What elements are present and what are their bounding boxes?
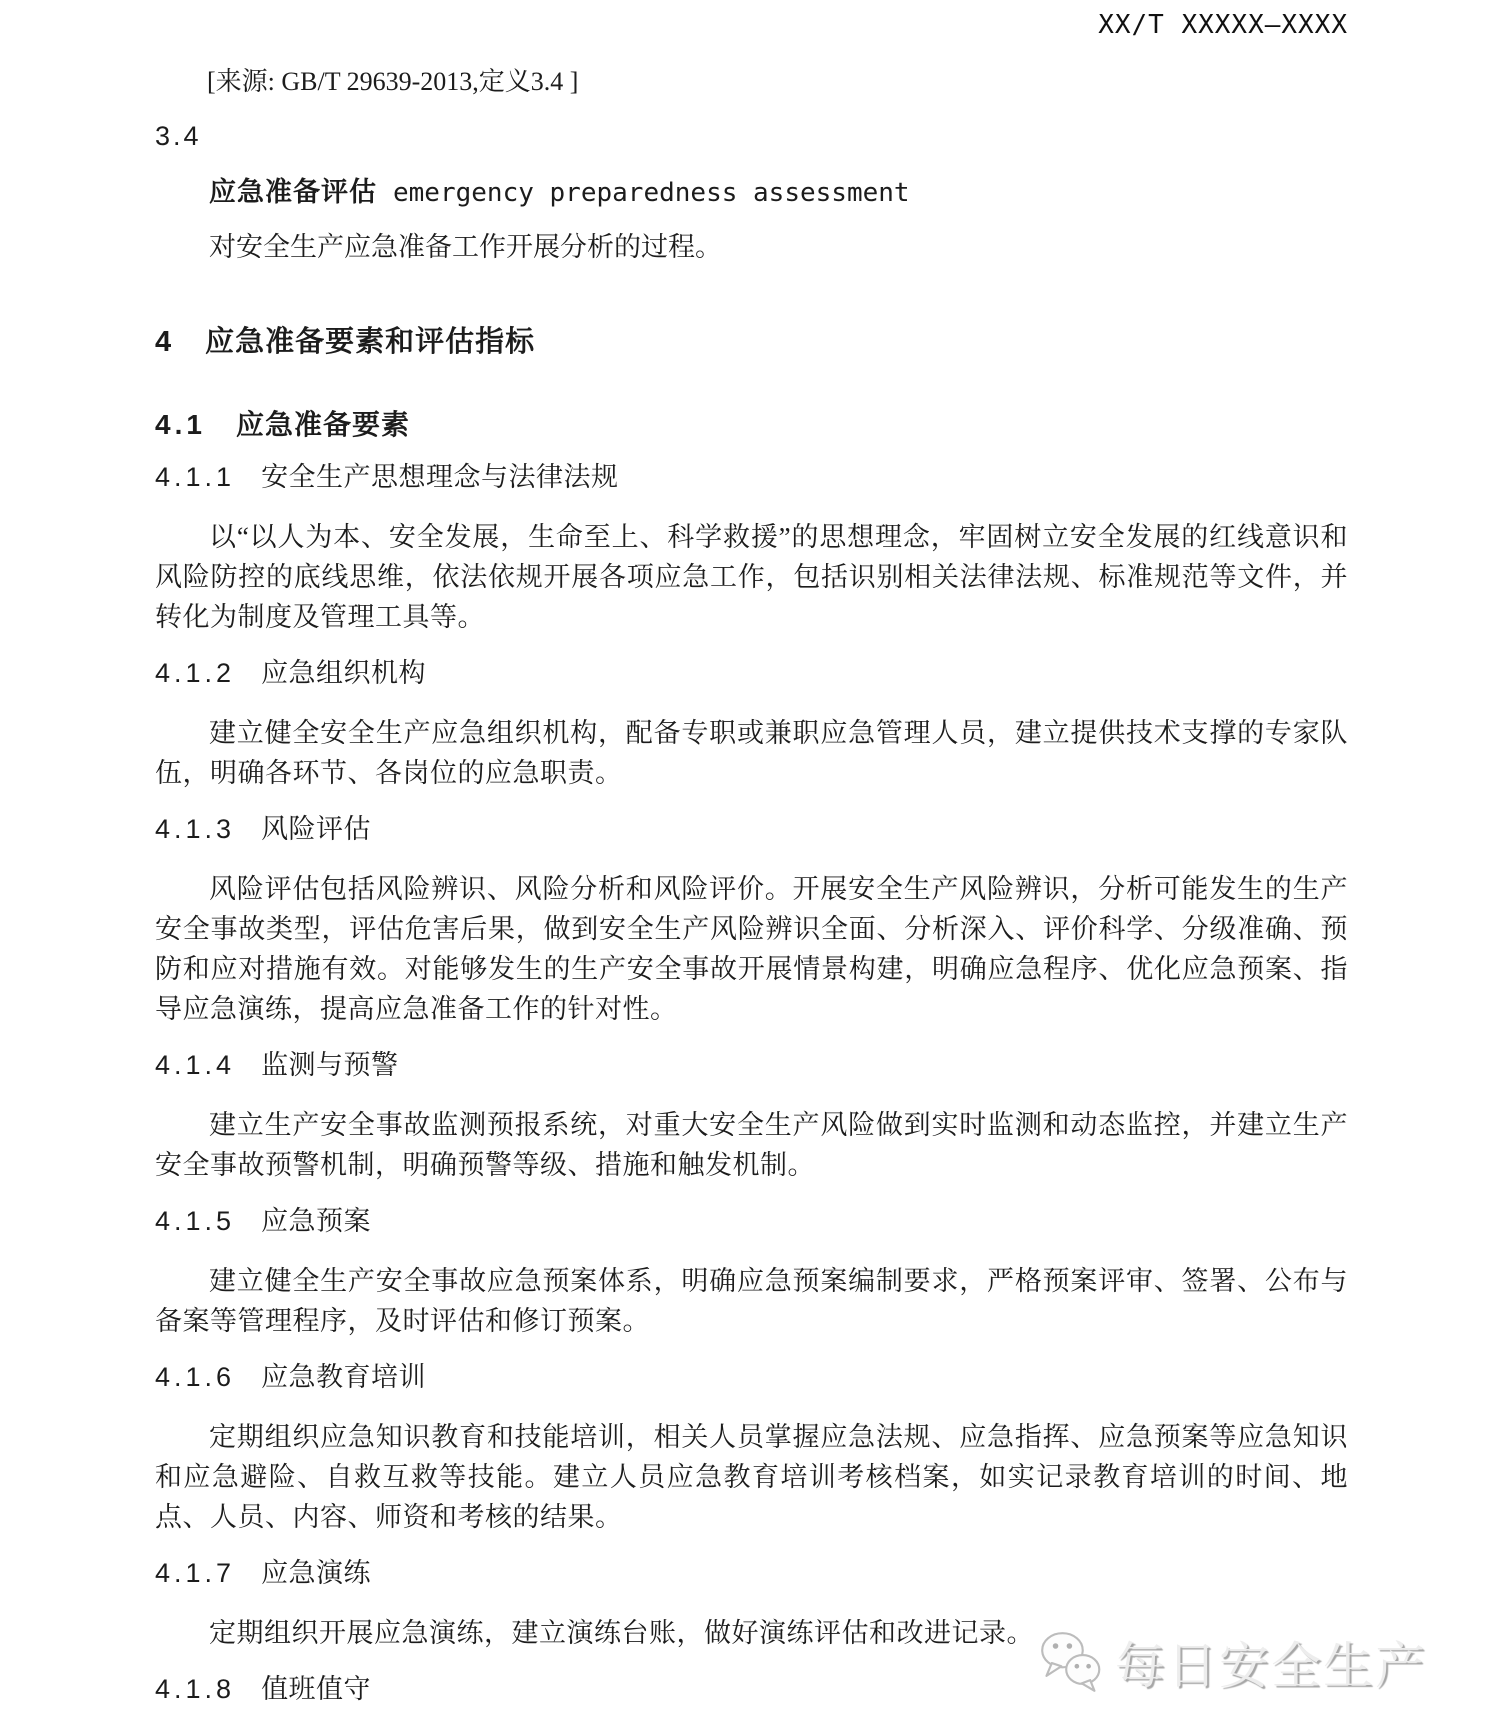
clause-number: 4.1.8 <box>155 1674 236 1704</box>
clause-paragraph-4-1-1: 以“以人为本、安全发展，生命至上、科学救援”的思想理念，牢固树立安全发展的红线意识和风险防控的底线思维，依法依规开展各项应急工作，包括识别相关法律法规、标准规范等文件，并转化为制度及管理工具等。 <box>155 522 1348 632</box>
clause-number: 4.1.6 <box>155 1362 236 1392</box>
watermark-label: 每日安全生产 <box>1115 1638 1427 1694</box>
clause-title: 值班值守 <box>261 1674 372 1704</box>
clause-title: 监测与预警 <box>261 1050 399 1080</box>
clause-heading-4-1-6 <box>155 1361 1348 1393</box>
clause-paragraph-4-1-4: 建立生产安全事故监测预报系统，对重大安全生产风险做到实时监测和动态监控，并建立生产安全事故预警机制，明确预警等级、措施和触发机制。 <box>155 1110 1348 1180</box>
clause-heading-4-1-2 <box>155 657 1348 689</box>
clause-number: 4.1.3 <box>155 814 236 844</box>
chapter-title: 应急准备要素和评估指标 <box>205 326 536 358</box>
clause-paragraph-4-1-3: 风险评估包括风险辨识、风险分析和风险评价。开展安全生产风险辨识，分析可能发生的生产安全事故类型，评估危害后果，做到安全生产风险辨识全面、分析深入、评价科学、分级准确、预防和应对措施有效。对能够发生的生产安全事故开展情景构建，明确应急程序、优化应急预案、指导应急演练，提高应急准备工作的针对性。 <box>155 874 1348 1024</box>
wechat-icon <box>1035 1630 1107 1694</box>
clause-title: 风险评估 <box>261 814 372 844</box>
clause-heading-4-1-5 <box>155 1205 1348 1237</box>
clause-title: 安全生产思想理念与法律法规 <box>261 462 619 492</box>
term-clause-number: 3.4 <box>155 121 202 151</box>
clause-number: 4.1.5 <box>155 1206 236 1236</box>
section-number: 4.1 <box>155 409 206 440</box>
term-definition: 对安全生产应急准备工作开展分析的过程。 <box>209 232 722 262</box>
section-title: 应急准备要素 <box>235 409 410 440</box>
term-english: emergency preparedness assessment <box>393 178 910 208</box>
clause-title: 应急演练 <box>261 1558 372 1588</box>
clause-heading-4-1-4 <box>155 1049 1348 1081</box>
section-heading <box>155 409 1348 441</box>
clause-paragraph-4-1-7: 定期组织开展应急演练，建立演练台账，做好演练评估和改进记录。 <box>209 1618 1034 1648</box>
term-source-note: [来源: GB/T 29639-2013,定义3.4 ] <box>207 67 579 96</box>
clause-heading-4-1-7 <box>155 1557 1348 1589</box>
chapter-number: 4 <box>155 326 176 358</box>
clause-number: 4.1.1 <box>155 462 236 492</box>
clause-number: 4.1.4 <box>155 1050 236 1080</box>
clause-number: 4.1.7 <box>155 1558 236 1588</box>
standard-number-header: XX/T XXXXX—XXXX <box>1098 10 1348 40</box>
clause-title: 应急预案 <box>261 1206 372 1236</box>
clause-paragraph-4-1-6: 定期组织应急知识教育和技能培训，相关人员掌握应急法规、应急指挥、应急预案等应急知识和应急避险、自救互救等技能。建立人员应急教育培训考核档案，如实记录教育培训的时间、地点、人员、内容、师资和考核的结果。 <box>155 1422 1348 1532</box>
term-chinese: 应急准备评估 <box>209 177 377 207</box>
clause-paragraph-4-1-5: 建立健全生产安全事故应急预案体系，明确应急预案编制要求，严格预案评审、签署、公布与备案等管理程序，及时评估和修订预案。 <box>155 1266 1348 1336</box>
chapter-heading <box>155 325 1348 359</box>
clause-heading-4-1-1 <box>155 461 1348 493</box>
clause-heading-4-1-3 <box>155 813 1348 845</box>
clause-paragraph-4-1-2: 建立健全安全生产应急组织机构，配备专职或兼职应急管理人员，建立提供技术支撑的专家队伍，明确各环节、各岗位的应急职责。 <box>155 718 1348 788</box>
term-entry <box>155 172 1348 213</box>
clause-title: 应急教育培训 <box>261 1362 427 1392</box>
clause-title: 应急组织机构 <box>261 658 427 688</box>
clause-number: 4.1.2 <box>155 658 236 688</box>
watermark <box>1035 1626 1427 1698</box>
